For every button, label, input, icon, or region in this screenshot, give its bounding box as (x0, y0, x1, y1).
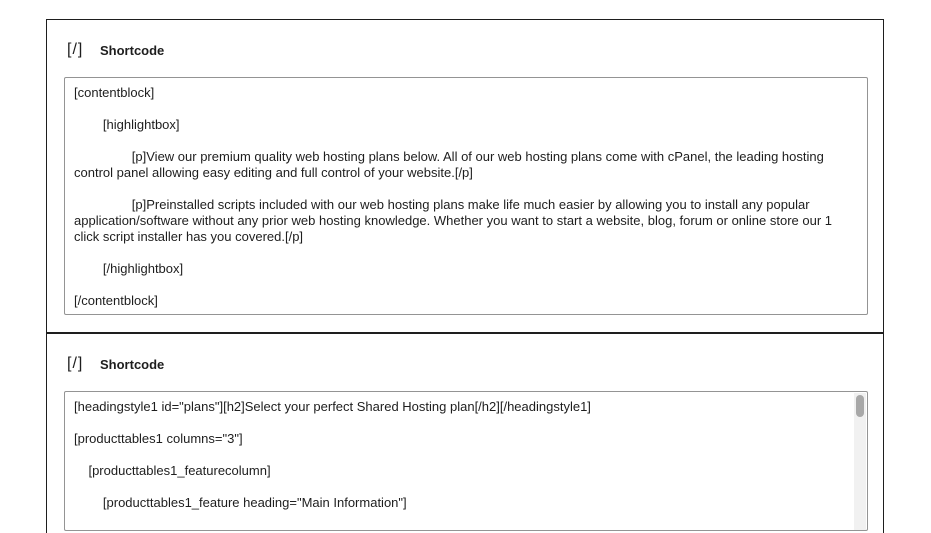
block-header (67, 354, 164, 374)
shortcode-block[interactable] (46, 333, 884, 533)
shortcode-textarea[interactable] (64, 391, 868, 531)
code-line: [p]Preinstalled scripts included with our web hosting plans make life much easier by allowing you to install any popular application/software without any prior web hosting knowledge. Whether you want to start a website, blog, forum or online store our 1 click script installer has you covered.[/p] (74, 197, 836, 244)
shortcode-icon: [/] (67, 41, 84, 58)
code-line: [producttables1_feature heading="Main Information"] (74, 495, 407, 510)
code-line: [producttables1 columns="3"] (74, 431, 243, 446)
code-line: [/highlightbox] (74, 261, 184, 276)
code-line: [p]View our premium quality web hosting plans below. All of our web hosting plans come with cPanel, the leading hosting control panel allowing easy editing and full control of your website.[/p] (74, 149, 828, 180)
shortcode-block[interactable] (46, 19, 884, 333)
block-title: Shortcode (100, 356, 165, 372)
block-title: Shortcode (100, 42, 165, 58)
block-header (67, 40, 164, 60)
scrollbar-thumb[interactable] (856, 395, 864, 417)
code-line: [/contentblock] (74, 293, 158, 308)
shortcode-textarea[interactable] (64, 77, 868, 315)
shortcode-icon: [/] (67, 355, 84, 372)
code-line: [contentblock] (74, 85, 155, 100)
code-line: [producttables1_featurecolumn] (74, 463, 271, 478)
code-line: [headingstyle1 id="plans"][h2]Select your perfect Shared Hosting plan[/h2][/headingstyle1] (74, 399, 591, 414)
textarea-scrollbar[interactable] (854, 393, 866, 531)
code-line: [highlightbox] (74, 117, 180, 132)
